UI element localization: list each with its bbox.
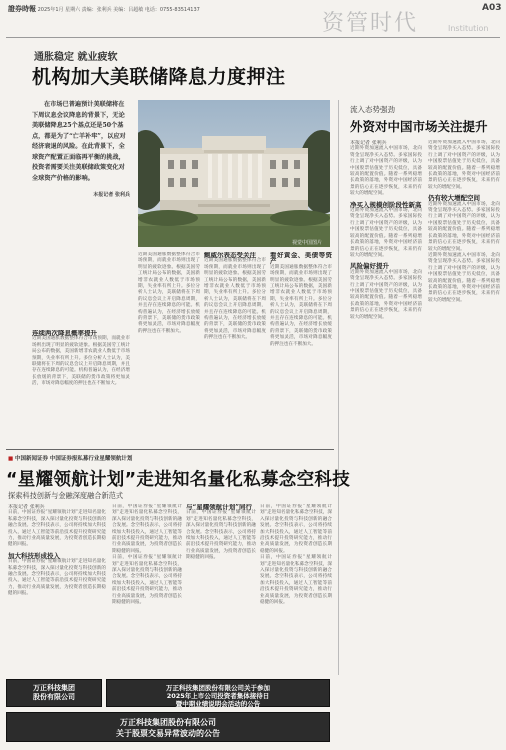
article2-body-2: 近期外资加速流入中国市场，北向资金呈现净买入态势。多家国际投行上调了对中国资产的评级，认为中国股票估值处于历史低位，具备较高的配置价值。随着一系列稳增长政策的落地，外资对中国经济前景的信心正在逐步恢复，未来仍有较大的增配空间。 bbox=[350, 208, 422, 258]
ad-banner-3 bbox=[6, 712, 330, 742]
article2-subhead-2: 仍有较大增配空间 bbox=[428, 194, 480, 203]
article2-subhead-3: 风险偏好提升 bbox=[350, 262, 389, 271]
article3-body-3: 日前，中国证券报“星耀领航计划”走进知名量化私募念空科技，深入探讨量化投资与科技创新的融合发展。念空科技表示，公司将持续加大科技投入，通过人工智能等前沿技术提升投资研究能力，推动行业高质量发展，为投资者创造长期稳健的回报。 bbox=[112, 504, 182, 554]
ad1-line-1: 万正科技集团 bbox=[33, 684, 75, 692]
article1-column-1 bbox=[32, 330, 130, 442]
article3-body-2: 日前，中国证券报“星耀领航计划”走进知名量化私募念空科技，深入探讨量化投资与科技创新的融合发展。念空科技表示，公司将持续加大科技投入，通过人工智能等前沿技术提升投资研究能力，推动行业高质量发展，为投资者创造长期稳健的回报。 bbox=[8, 559, 106, 597]
fed-building-photo bbox=[138, 100, 330, 247]
article2-column-2 bbox=[428, 140, 500, 675]
article3-column-1 bbox=[8, 504, 106, 674]
article1-lead bbox=[32, 100, 130, 328]
article1-body-3: 近期美国通胀数据整体符合市场预期，而就业市场则出现了明显的疲软迹象。根据美国劳工统计局公布的数据，美国新增非农就业人数低于市场预期，失业率有所上升。多位分析人士认为，美联储将在下周的议息会议上开启降息周期，并且存在连续降息的可能。机构普遍认为，在经济增长放缓的背景下，美联储的货币政策将更加灵活，市场对降息幅度的押注也在不断加大。 bbox=[204, 258, 266, 341]
article3-column-2 bbox=[112, 504, 182, 674]
ad-banner-2 bbox=[106, 679, 330, 707]
article1-lead-text: 在市场已普遍预计美联储将在下周议息会议降息的背景下，无论美联储降息25个基点还是50个基点，都是为了“亡羊补牢”，以应对经济衰退的风险。在此背景下，全球资产配置正面临再平衡的挑战，投资者需要关注美联储政策变化对全球资产价格的影响。 bbox=[32, 101, 126, 182]
article1-subhead-2: 鲍威尔表态受关注 bbox=[204, 252, 256, 259]
article3-subhead-2: 与“星耀领航计划”同行 bbox=[186, 504, 252, 511]
article2-byline: 本报记者 张利兵 bbox=[350, 140, 387, 146]
article3-column-4 bbox=[260, 504, 332, 674]
article3-body-7: 日前，中国证券报“星耀领航计划”走进知名量化私募念空科技，深入探讨量化投资与科技创新的融合发展。念空科技表示，公司将持续加大科技投入，通过人工智能等前沿技术提升投资研究能力，推动行业高质量发展，为投资者创造长期稳健的回报。 bbox=[260, 555, 332, 606]
article3-headline: “星耀领航计划”走进知名量化私募念空科技 bbox=[6, 470, 351, 490]
ad2-line-1: 万正科技集团股份有限公司关于参加 bbox=[166, 684, 270, 692]
article1-body-1: 近期美国通胀数据整体符合市场预期，而就业市场则出现了明显的疲软迹象。根据美国劳工统计局公布的数据，美国新增非农就业人数低于市场预期，失业率有所上升。多位分析人士认为，美联储将在下周的议息会议上开启降息周期，并且存在连续降息的可能。机构普遍认为，在经济增长放缓的背景下，美联储的货币政策将更加灵活，市场对降息幅度的押注也在不断加大。 bbox=[32, 336, 130, 387]
article2-kicker: 流入态势强劲 bbox=[350, 105, 395, 114]
article1-column-4 bbox=[270, 252, 332, 442]
column-divider bbox=[338, 100, 339, 675]
section-subtitle: Institution bbox=[448, 24, 489, 33]
ad3-line-2: 关于股票交易异常波动的公告 bbox=[116, 729, 220, 738]
article3-body-1: 日前，中国证券报“星耀领航计划”走进知名量化私募念空科技，深入探讨量化投资与科技创新的融合发展。念空科技表示，公司将持续加大科技投入，通过人工智能等前沿技术提升投资研究能力，推动行业高质量发展，为投资者创造长期稳健的回报。 bbox=[8, 510, 106, 548]
article1-body-4: 近期美国通胀数据整体符合市场预期，而就业市场则出现了明显的疲软迹象。根据美国劳工统计局公布的数据，美国新增非农就业人数低于市场预期，失业率有所上升。多位分析人士认为，美联储将在下周的议息会议上开启降息周期，并且存在连续降息的可能。机构普遍认为，在经济增长放缓的背景下，美联储的货币政策将更加灵活，市场对降息幅度的押注也在不断加大。 bbox=[270, 264, 332, 347]
article3-subhead-1: 加大科技形成投入 bbox=[8, 551, 60, 560]
ad-banner-1 bbox=[6, 679, 102, 707]
header-meta: 2025年1月 星期六 责编：张利兵 美编：吕超敏 电话：0755-83514137 bbox=[37, 7, 200, 13]
article3-tag bbox=[8, 454, 132, 462]
article1-body-2: 近期美国通胀数据整体符合市场预期，而就业市场则出现了明显的疲软迹象。根据美国劳工统计局公布的数据，美国新增非农就业人数低于市场预期，失业率有所上升。多位分析人士认为，美联储将在下周的议息会议上开启降息周期，并且存在连续降息的可能。机构普遍认为，在经济增长放缓的背景下，美联储的货币政策将更加灵活，市场对降息幅度的押注也在不断加大。 bbox=[138, 252, 200, 334]
article3-byline: 本报记者 张利兵 bbox=[8, 504, 45, 510]
article1-kicker: 通胀稳定 就业疲软 bbox=[34, 52, 118, 63]
article3-column-3 bbox=[186, 504, 256, 674]
article3-tag-marker: ■ bbox=[8, 456, 14, 462]
article2-column-1 bbox=[350, 140, 422, 675]
section-title: 资管时代 bbox=[322, 11, 419, 36]
article2-body-6: 近期外资加速流入中国市场，北向资金呈现净买入态势。多家国际投行上调了对中国资产的评级，认为中国股票估值处于历史低位，具备较高的配置价值。随着一系列稳增长政策的落地，外资对中国经济前景的信心正在逐步恢复，未来仍有较大的增配空间。 bbox=[428, 252, 500, 303]
article1-headline: 机构加大美联储降息力度押注 bbox=[32, 66, 286, 88]
photo-credit: 视觉中国图片 bbox=[292, 240, 323, 246]
article2-headline: 外资对中国市场关注提升 bbox=[350, 119, 488, 134]
article1-byline: 本报记者 张利兵 bbox=[93, 192, 130, 198]
article2-subhead-1: 净买入规模创阶段性新高 bbox=[350, 200, 422, 209]
ad2-line-3: 暨中期业绩说明会活动的公告 bbox=[175, 700, 261, 708]
article3-subtitle: 探索科技创新与金融深度融合新范式 bbox=[8, 491, 124, 500]
article1-column-2 bbox=[138, 252, 200, 442]
article2-body-3: 近期外资加速流入中国市场，北向资金呈现净买入态势。多家国际投行上调了对中国资产的评级，认为中国股票估值处于历史低位，具备较高的配置价值。随着一系列稳增长政策的落地，外资对中国经济前景的信心正在逐步恢复，未来仍有较大的增配空间。 bbox=[350, 269, 422, 320]
article2-body-1: 近期外资加速流入中国市场，北向资金呈现净买入态势。多家国际投行上调了对中国资产的评级，认为中国股票估值处于历史低位，具备较高的配置价值。随着一系列稳增长政策的落地，外资对中国经济前景的信心正在逐步恢复，未来仍有较大的增配空间。 bbox=[350, 146, 422, 197]
masthead bbox=[8, 4, 200, 14]
article1-subhead-3: 看好黄金、美债等资产 bbox=[270, 252, 332, 266]
article3-rule bbox=[6, 449, 334, 450]
article3-body-6: 日前，中国证券报“星耀领航计划”走进知名量化私募念空科技，深入探讨量化投资与科技创新的融合发展。念空科技表示，公司将持续加大科技投入，通过人工智能等前沿技术提升投资研究能力，推动行业高质量发展，为投资者创造长期稳健的回报。 bbox=[260, 504, 332, 554]
article1-subhead-1: 连续两次降息概率提升 bbox=[32, 330, 97, 337]
article2-body-4: 近期外资加速流入中国市场，北向资金呈现净买入态势。多家国际投行上调了对中国资产的评级，认为中国股票估值处于历史低位，具备较高的配置价值。随着一系列稳增长政策的落地，外资对中国经济前景的信心正在逐步恢复，未来仍有较大的增配空间。 bbox=[428, 140, 500, 190]
article3-body-5: 日前，中国证券报“星耀领航计划”走进知名量化私募念空科技，深入探讨量化投资与科技创新的融合发展。念空科技表示，公司将持续加大科技投入，通过人工智能等前沿技术提升投资研究能力，推动行业高质量发展，为投资者创造长期稳健的回报。 bbox=[186, 510, 256, 561]
header-rule bbox=[6, 37, 500, 38]
paper-name: 證券時報 bbox=[8, 5, 36, 13]
ad1-line-2: 股份有限公司 bbox=[33, 693, 75, 701]
article2-body-5: 近期外资加速流入中国市场，北向资金呈现净买入态势。多家国际投行上调了对中国资产的评级，认为中国股票估值处于历史低位，具备较高的配置价值。随着一系列稳增长政策的落地，外资对中国经济前景的信心正在逐步恢复，未来仍有较大的增配空间。 bbox=[428, 201, 500, 252]
article1-column-3 bbox=[204, 252, 266, 442]
article3-body-4: 日前，中国证券报“星耀领航计划”走进知名量化私募念空科技，深入探讨量化投资与科技创新的融合发展。念空科技表示，公司将持续加大科技投入，通过人工智能等前沿技术提升投资研究能力，推动行业高质量发展，为投资者创造长期稳健的回报。 bbox=[112, 555, 182, 606]
ad3-line-1: 万正科技集团股份有限公司 bbox=[120, 718, 216, 727]
page-number: A03 bbox=[482, 3, 502, 13]
ad2-line-2: 2025年上市公司投资者集体接待日 bbox=[166, 692, 270, 700]
article3-tag-text: 中国新闻证券 中国证券报私募行业星耀领航计划 bbox=[14, 456, 133, 462]
